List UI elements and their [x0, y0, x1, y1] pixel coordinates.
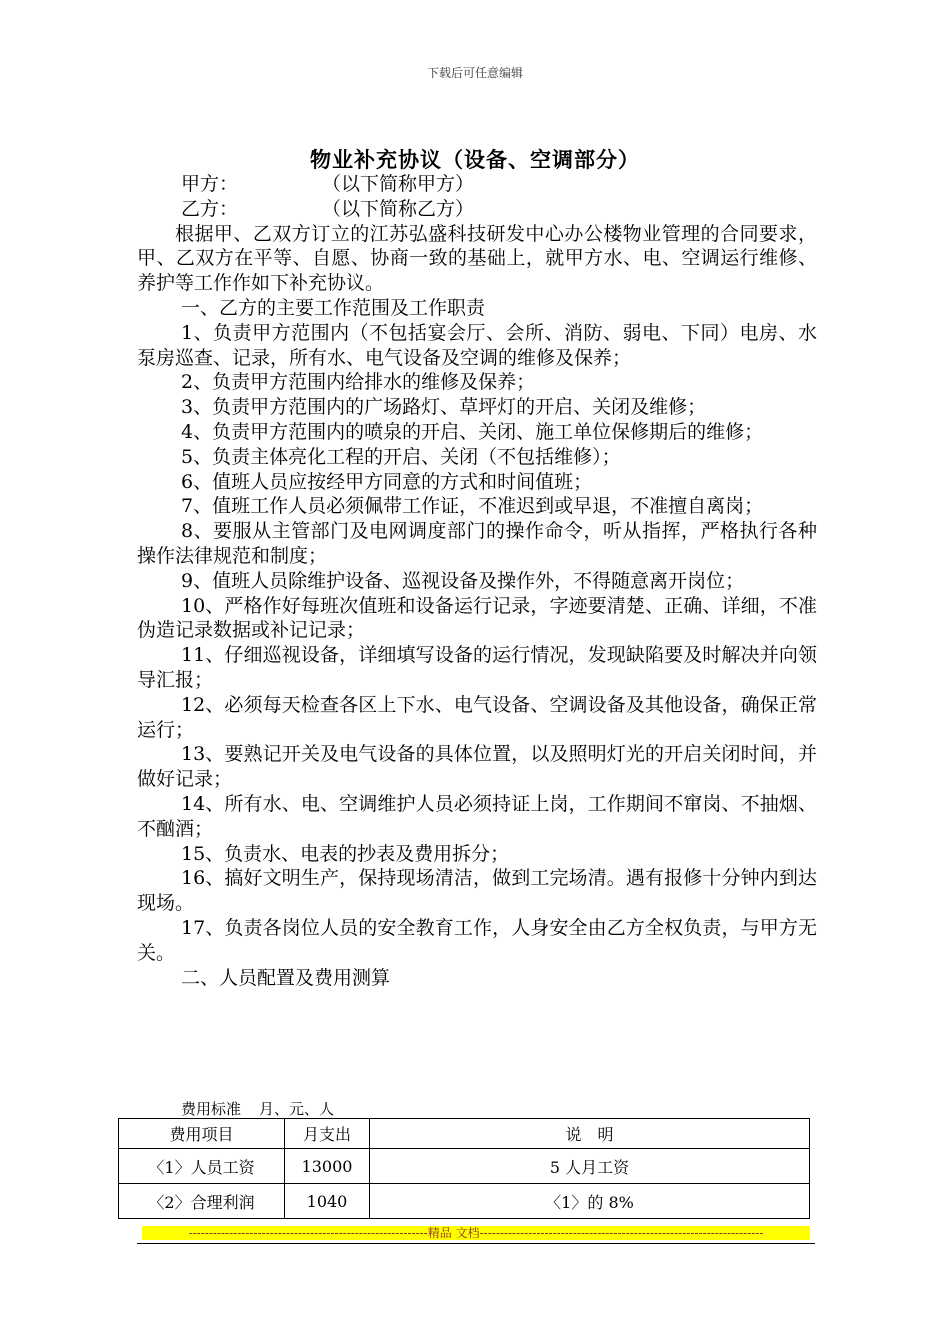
section1-heading: 一、乙方的主要工作范围及工作职责 — [181, 296, 486, 319]
party-b-paren: （以下简称乙方） — [322, 197, 475, 220]
duty-item: 3、负责甲方范围内的广场路灯、草坪灯的开启、关闭及维修； — [181, 396, 707, 419]
table-cell: 5 人月工资 — [370, 1149, 810, 1184]
table-header-cell: 费用项目 — [119, 1119, 285, 1149]
section2-heading: 二、人员配置及费用测算 — [181, 966, 391, 989]
duty-item: 15、负责水、电表的抄表及费用拆分； — [181, 842, 510, 865]
duty-item: 4、负责甲方范围内的喷泉的开启、关闭、施工单位保修期后的维修； — [181, 420, 764, 443]
table-row — [119, 1149, 810, 1184]
duty-item: 12、必须每天检查各区上下水、电气设备、空调设备及其他设备，确保正常运行； — [137, 693, 817, 741]
party-a-label: 甲方： — [181, 173, 239, 195]
table-header-row — [119, 1119, 810, 1149]
duty-item: 2、负责甲方范围内给排水的维修及保养； — [181, 371, 536, 394]
document-body — [137, 172, 817, 990]
document-title: 物业补充协议（设备、空调部分） — [310, 147, 640, 172]
table-header-cell: 月支出 — [285, 1119, 370, 1149]
duty-item: 7、值班工作人员必须佩带工作证，不准迟到或早退，不准擅自离岗； — [181, 495, 764, 518]
duty-item: 11、仔细巡视设备，详细填写设备的运行情况，发现缺陷要及时解决并向领导汇报； — [137, 644, 817, 691]
footer-watermark: -----------------------------------------------------------精品 文档---------------------------------------------------------------------- — [142, 1226, 810, 1240]
table-row — [119, 1184, 810, 1219]
duty-item: 9、值班人员除维护设备、巡视设备及操作外，不得随意离开岗位； — [181, 569, 745, 592]
party-b-label: 乙方： — [181, 197, 239, 220]
party-b-line — [137, 197, 817, 222]
duty-item: 10、严格作好每班次值班和设备运行记录，字迹要清楚、正确、详细，不准伪造记录数据或补记记录； — [137, 594, 817, 642]
duty-item: 17、负责各岗位人员的安全教育工作，人身安全由乙方全权负责，与甲方无关。 — [137, 916, 817, 964]
intro-paragraph: 根据甲、乙双方订立的江苏弘盛科技研发中心办公楼物业管理的合同要求，甲、乙双方在平等、自愿、协商一致的基础上，就甲方水、电、空调运行维修、养护等工作作如下补充协议。 — [137, 222, 817, 295]
duty-item: 13、要熟记开关及电气设备的具体位置，以及照明灯光的开启关闭时间，并做好记录； — [137, 743, 817, 791]
duty-item: 1、负责甲方范围内（不包括宴会厅、会所、消防、弱电、下同）电房、水泵房巡查、记录，所有水、电气设备及空调的维修及保养； — [137, 321, 817, 369]
duty-item: 8、要服从主管部门及电网调度部门的操作命令，听从指挥，严格执行各种操作法律规范和制度； — [137, 520, 817, 567]
duty-item: 6、值班人员应按经甲方同意的方式和时间值班； — [181, 470, 593, 493]
footer-divider — [137, 1243, 815, 1244]
duty-item: 5、负责主体亮化工程的开启、关闭（不包括维修）； — [181, 445, 621, 468]
party-a-paren: （以下简称甲方） — [322, 173, 475, 195]
table-header-cell: 说 明 — [370, 1119, 810, 1149]
table-cell: 〈1〉的 8% — [370, 1184, 810, 1219]
duty-item: 16、搞好文明生产，保持现场清洁，做到工完场清。遇有报修十分钟内到达现场。 — [137, 867, 817, 915]
table-cell: 13000 — [285, 1149, 370, 1184]
table-cell: 〈1〉人员工资 — [119, 1149, 285, 1184]
fee-table — [118, 1118, 810, 1219]
fee-standard-unit: 月、元、人 — [259, 1100, 335, 1118]
duty-item: 14、所有水、电、空调维护人员必须持证上岗，工作期间不窜岗、不抽烟、不酗酒； — [137, 792, 817, 840]
table-cell: 〈2〉合理利润 — [119, 1184, 285, 1219]
fee-standard-line — [181, 1098, 334, 1119]
party-a-line — [137, 172, 817, 197]
fee-standard-label: 费用标准 — [181, 1100, 242, 1118]
table-cell: 1040 — [285, 1184, 370, 1219]
header-note: 下载后可任意编辑 — [426, 66, 523, 80]
